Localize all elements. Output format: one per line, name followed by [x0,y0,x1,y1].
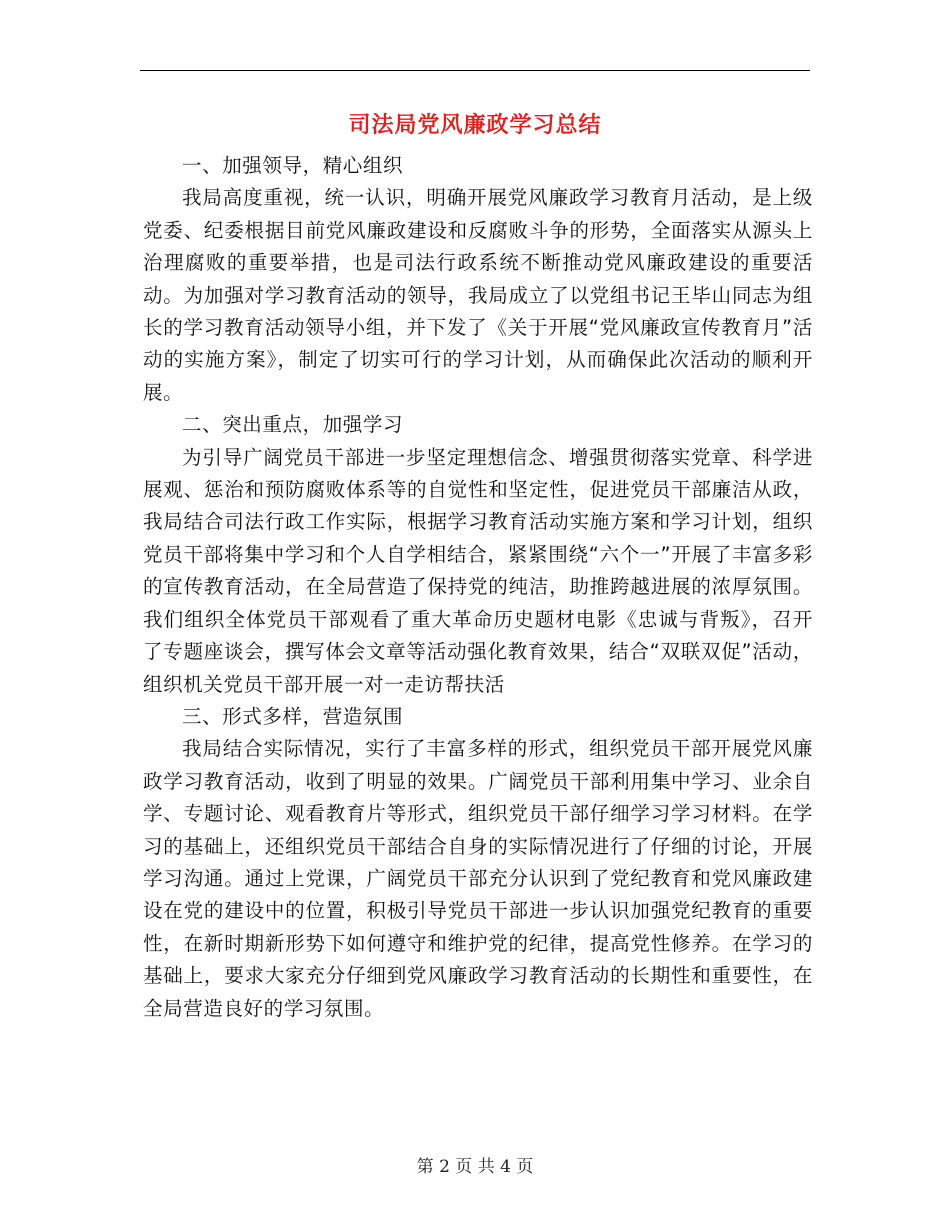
document-body [143,150,813,1025]
section-paragraph-1: 我局高度重视，统一认识，明确开展党风廉政学习教育月活动，是上级党委、纪委根据目前党风廉政建设和反腐败斗争的形势，全面落实从源头上治理腐败的重要举措，也是司法行政系统不断推动党风廉政建设的重要活动。为加强对学习教育活动的领导，我局成立了以党组书记王毕山同志为组长的学习教育活动领导小组，并下发了《关于开展“党风廉政宣传教育月”活动的实施方案》，制定了切实可行的学习计划，从而确保此次活动的顺利开展。 [143,186,813,404]
section-heading-2: 二、突出重点，加强学习 [182,413,404,437]
document-title: 司法局党风廉政学习总结 [348,113,602,138]
section-paragraph-3: 我局结合实际情况，实行了丰富多样的形式，组织党员干部开展党风廉政学习教育活动，收到了明显的效果。广阔党员干部利用集中学习、业余自学、专题讨论、观看教育片等形式，组织党员干部仔细学习学习材料。在学习的基础上，还组织党员干部结合自身的实际情况进行了仔细的讨论，开展学习沟通。通过上党课，广阔党员干部充分认识到了党纪教育和党风廉政建设在党的建设中的位置，积极引导党员干部进一步认识加强党纪教育的重要性，在新时期新形势下如何遵守和维护党的纪律，提高党性修养。在学习的基础上，要求大家充分仔细到党风廉政学习教育活动的长期性和重要性，在全局营造良好的学习氛围。 [143,737,813,1020]
header-rule [140,70,810,71]
section-heading-3: 三、形式多样，营造氛围 [182,704,404,728]
section-heading-1: 一、加强领导，精心组织 [182,154,404,177]
page-footer [0,1152,950,1177]
page-number: 第 2 页 共 4 页 [416,1157,534,1177]
section-paragraph-2: 为引导广阔党员干部进一步坚定理想信念、增强贯彻落实党章、科学进展观、惩治和预防腐败体系等的自觉性和坚定性，促进党员干部廉洁从政，我局结合司法行政工作实际，根据学习教育活动实施方案和学习计划，组织党员干部将集中学习和个人自学相结合，紧紧围绕“六个一”开展了丰富多彩的宣传教育活动，在全局营造了保持党的纯洁，助推跨越进展的浓厚氛围。我们组织全体党员干部观看了重大革命历史题材电影《忠诚与背叛》，召开了专题座谈会，撰写体会文章等活动强化教育效果，结合“双联双促”活动，组织机关党员干部开展一对一走访帮扶活 [143,445,813,696]
